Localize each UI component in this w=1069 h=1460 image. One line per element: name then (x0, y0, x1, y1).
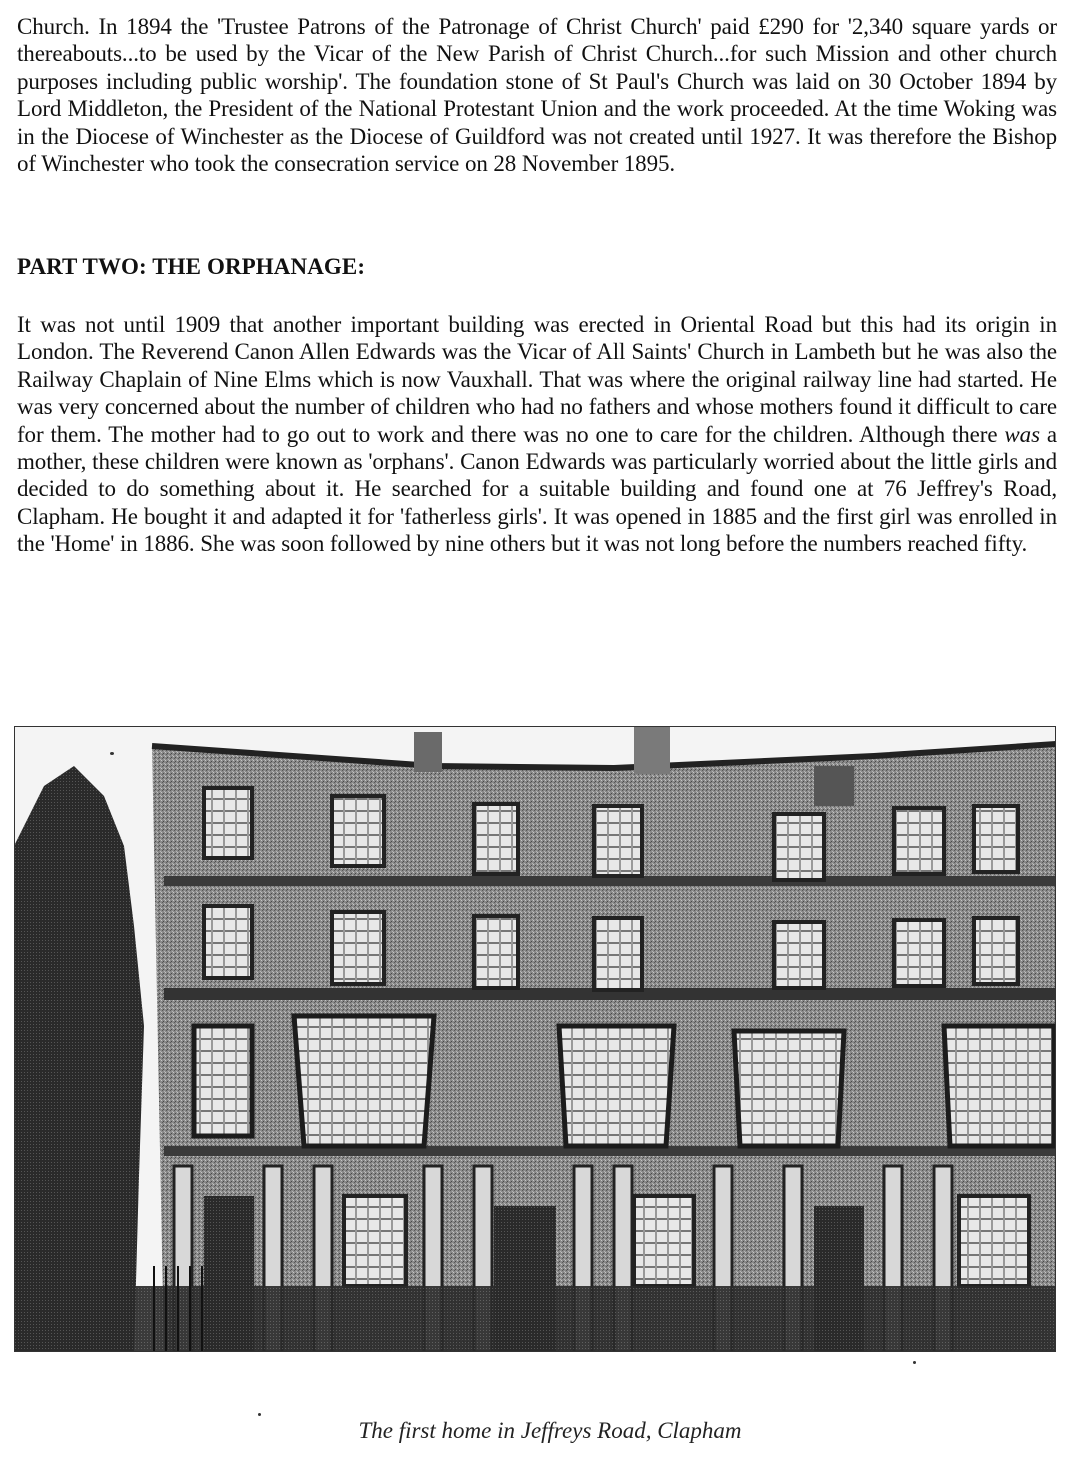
building-photo (14, 726, 1056, 1352)
section-heading: PART TWO: THE ORPHANAGE: (17, 254, 366, 279)
orphanage-paragraph (17, 311, 1057, 558)
scan-speck (110, 752, 114, 755)
orphanage-text-after: a mother, these children were known as 'orphans'. Canon Edwards was particularly worried about the little girls and decided to do something about it. He searched for a suitable building and found one at 76 Jeffrey's Road, Clapham. He bought it and adapted it for 'fatherless girls'. It was opened in 1885 and the first girl was enrolled in the 'Home' in 1886. She was soon followed by nine others but it was not long before the numbers reached fifty. (17, 421, 1057, 557)
photo-caption: The first home in Jeffreys Road, Clapham (358, 1418, 742, 1443)
scan-speck (913, 1361, 916, 1364)
orphanage-emphasis: was (1004, 421, 1040, 447)
intro-paragraph: Church. In 1894 the 'Trustee Patrons of the Patronage of Christ Church' paid £290 for '2,340 square yards or thereabouts...to be used by the Vicar of the New Parish of Christ Church...for such Mission and other church purposes including public worship'. The foundation stone of St Paul's Church was laid on 30 October 1894 by Lord Middleton, the President of the National Protestant Union and the work proceeded. At the time Woking was in the Diocese of Winchester as the Diocese of Guildford was not created until 1927. It was therefore the Bishop of Winchester who took the consecration service on 28 November 1895. (17, 14, 1057, 177)
scan-speck (258, 1413, 261, 1416)
orphanage-text-before: It was not until 1909 that another important building was erected in Oriental Road but this had its origin in London. The Reverend Canon Allen Edwards was the Vicar of All Saints' Church in Lambeth but he was also the Railway Chaplain of Nine Elms which is now Vauxhall. That was where the original railway line had started. He was very concerned about the number of children who had no fathers and whose mothers found it difficult to care for them. The mother had to go out to work and there was no one to care for the children. Although there (17, 312, 1057, 447)
